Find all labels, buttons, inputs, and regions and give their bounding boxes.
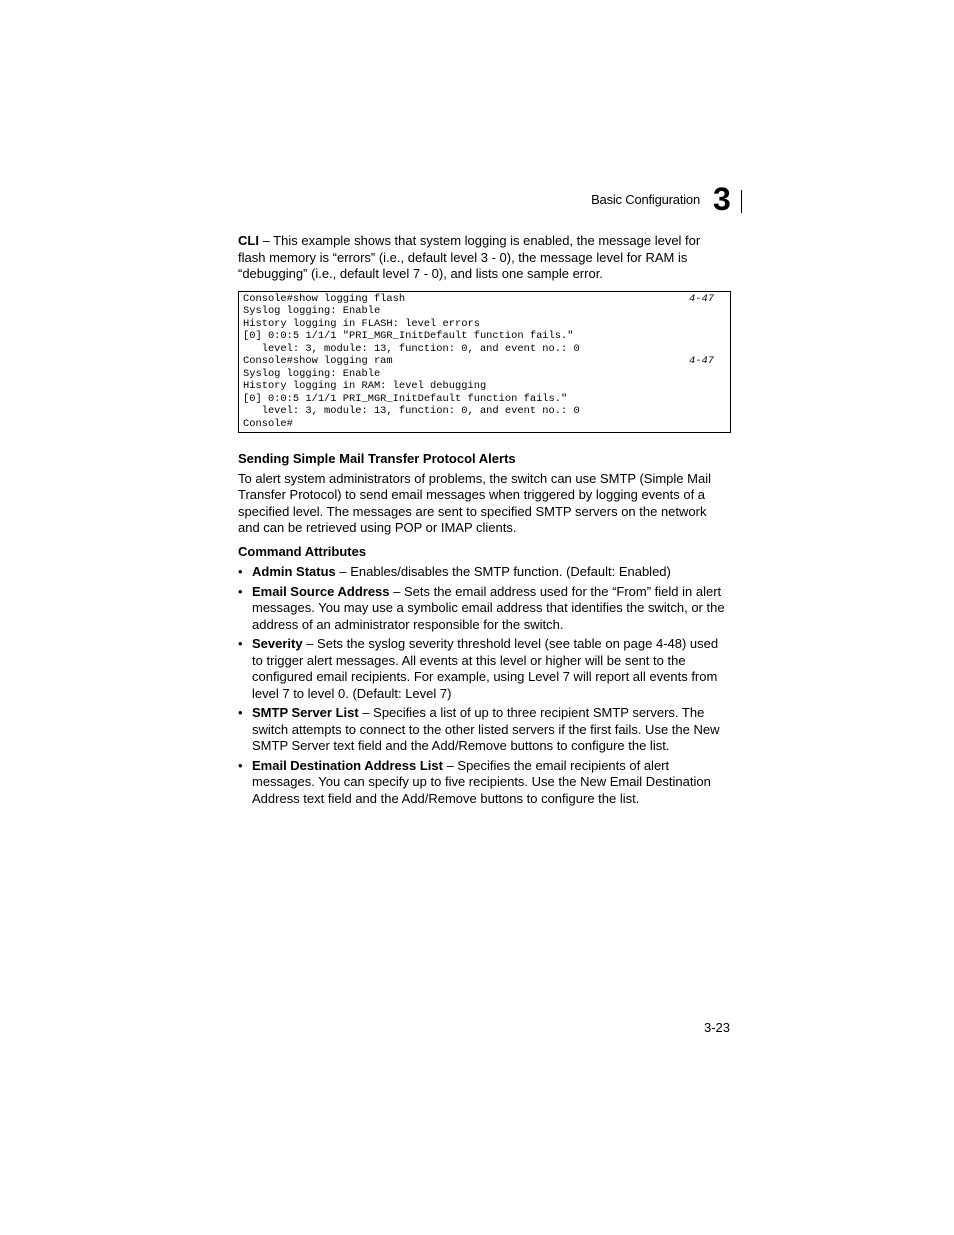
- chapter-number: 3: [713, 181, 730, 217]
- attribute-description: – Enables/disables the SMTP function. (Default: Enabled): [335, 564, 671, 579]
- attributes-list: [238, 564, 731, 807]
- attribute-description: – Sets the syslog severity threshold level (see table on page 4-48) used to trigger alert messages. All events at this level or higher will be sent to the configured email recipients. For example, using Level 7 will report all events from level 7 to level 0. (Default: Level 7): [252, 636, 719, 701]
- code-line: [0] 0:0:5 1/1/1 PRI_MGR_InitDefault function fails.": [243, 392, 568, 405]
- page-reference: 4-47: [689, 292, 714, 305]
- code-example: [238, 291, 731, 434]
- bullet: •: [238, 564, 243, 579]
- section-body: To alert system administrators of problems, the switch can use SMTP (Simple Mail Transfer Protocol) to send email messages when triggered by logging events of a specified level. The messages are sent to specified SMTP servers on the network and can be retrieved using POP or IMAP clients.: [238, 470, 711, 535]
- code-line: History logging in FLASH: level errors: [243, 317, 480, 330]
- attribute-description: – Specifies the email recipients of alert messages. You can specify up to five recipients. Use the New Email Destination Address text field and the Add/Remove buttons to configure the list.: [252, 757, 711, 806]
- attribute-term: Severity: [252, 636, 303, 651]
- list-item: [238, 705, 731, 755]
- code-line: [0] 0:0:5 1/1/1 "PRI_MGR_InitDefault function fails.": [243, 330, 574, 342]
- bullet: •: [238, 583, 243, 599]
- code-line: History logging in RAM: level debugging: [243, 380, 487, 392]
- cli-intro: [238, 233, 731, 283]
- list-item: [238, 584, 731, 634]
- code-line: Console#show logging ram 4-47: [243, 355, 714, 367]
- header-section-title: Basic Configuration: [591, 192, 700, 207]
- bullet: •: [238, 705, 243, 720]
- code-line: Syslog logging: Enable: [243, 305, 381, 317]
- code-line: Syslog logging: Enable: [243, 367, 381, 380]
- attributes-heading: Command Attributes: [238, 543, 367, 559]
- attribute-term: SMTP Server List: [252, 705, 359, 720]
- chapter-divider: [741, 190, 742, 213]
- list-item: [238, 636, 731, 702]
- code-line: level: 3, module: 13, function: 0, and event no.: 0: [243, 342, 580, 355]
- page-content: [238, 233, 731, 810]
- section-heading: Sending Simple Mail Transfer Protocol Alerts: [238, 451, 516, 466]
- cli-intro-text: – This example shows that system logging is enabled, the message level for flash memory is “errors” (i.e., default level 3 - 0), the message level for RAM is “debugging” (i.e., default level 7 - 0), and lists one sample error.: [238, 233, 701, 281]
- code-line: Console#: [243, 417, 293, 430]
- bullet: •: [238, 757, 243, 773]
- page-number: 3-23: [703, 1020, 730, 1035]
- page-reference: 4-47: [689, 355, 714, 367]
- attribute-term: Admin Status: [252, 564, 336, 579]
- bullet: •: [238, 636, 243, 651]
- list-item: [238, 758, 731, 808]
- code-line: level: 3, module: 13, function: 0, and event no.: 0: [243, 405, 580, 417]
- attribute-term: Email Source Address: [252, 583, 390, 599]
- cli-label: CLI: [238, 233, 259, 248]
- attribute-description: – Sets the email address used for the “From” field in alert messages. You may use a symbolic email address that identifies the switch, or the address of an administrator responsible for the switch.: [252, 583, 725, 632]
- attribute-term: Email Destination Address List: [252, 757, 443, 773]
- list-item: [238, 564, 731, 581]
- attribute-description: – Specifies a list of up to three recipient SMTP servers. The switch attempts to connect to the other listed servers if the first fails. Use the New SMTP Server text field and the Add/Remove buttons to configure the list.: [252, 705, 720, 753]
- code-line: Console#show logging flash 4-47: [243, 292, 714, 305]
